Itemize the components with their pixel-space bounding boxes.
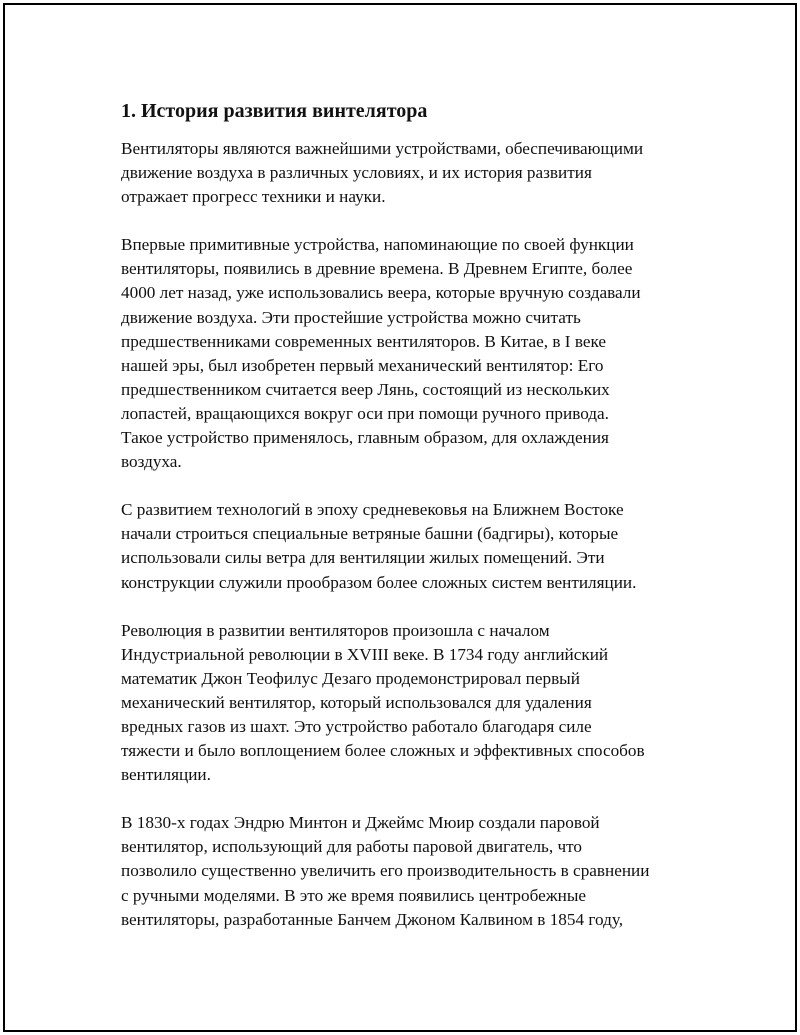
paragraph-line: вентиляторы, разработанные Банчем Джоном Калвином в 1854 году, xyxy=(121,909,624,929)
paragraph-line: воздуха. xyxy=(121,452,182,472)
paragraph-line: лопастей, вращающихся вокруг оси при помощи ручного привода. xyxy=(121,403,609,423)
section-title: 1. История развития винтелятора xyxy=(121,100,428,122)
paragraph-line: нашей эры, был изобретен первый механический вентилятор: Его xyxy=(121,355,604,375)
paragraph-line: Вентиляторы являются важнейшими устройствами, обеспечивающими xyxy=(121,139,644,158)
paragraph-line: движение воздуха в различных условиях, и их история развития xyxy=(121,163,592,183)
paragraphs-container xyxy=(121,137,701,932)
paragraph-line: начали строиться специальные ветряные башни (бадгиры), которые xyxy=(121,524,619,544)
paragraph-line: вентиляторы, появились в древние времена. В Древнем Египте, более xyxy=(121,259,633,279)
document-content xyxy=(121,99,701,956)
paragraph-line: позволило существенно увеличить его производительность в сравнении xyxy=(121,861,650,881)
paragraph-line: Впервые примитивные устройства, напоминающие по своей функции xyxy=(121,235,634,255)
paragraph-line: С развитием технологий в эпоху средневековья на Ближнем Востоке xyxy=(121,500,624,520)
body-paragraph xyxy=(121,811,701,931)
body-paragraph xyxy=(121,498,701,594)
paragraph-line: отражает прогресс техники и науки. xyxy=(121,187,386,207)
paragraph-line: тяжести и было воплощением более сложных и эффективных способов xyxy=(121,741,645,761)
paragraph-line: вентиляции. xyxy=(121,765,211,785)
body-paragraph xyxy=(121,137,701,209)
paragraph-line: Такое устройство применялось, главным образом, для охлаждения xyxy=(121,428,609,448)
paragraph-line: предшественниками современных вентиляторов. В Китае, в I веке xyxy=(121,331,607,351)
paragraph-line: предшественником считается веер Лянь, состоящий из нескольких xyxy=(121,379,610,399)
paragraph-line: Индустриальной революции в XVIII веке. В 1734 году английский xyxy=(121,644,609,664)
paragraph-line: конструкции служили прообразом более сложных систем вентиляции. xyxy=(121,572,637,592)
paragraph-line: вредных газов из шахт. Это устройство работало благодаря силе xyxy=(121,716,592,736)
paragraph-line: механический вентилятор, который использовался для удаления xyxy=(121,692,592,712)
paragraph-line: вентилятор, использующий для работы паровой двигатель, что xyxy=(121,837,582,857)
paragraph-line: 4000 лет назад, уже использовались веера, которые вручную создавали xyxy=(121,283,641,303)
paragraph-line: движение воздуха. Эти простейшие устройства можно считать xyxy=(121,307,581,327)
paragraph-line: В 1830-х годах Эндрю Минтон и Джеймс Мюир создали паровой xyxy=(121,813,600,833)
paragraph-line: с ручными моделями. В это же время появились центробежные xyxy=(121,885,587,905)
paragraph-line: Революция в развитии вентиляторов произошла с началом xyxy=(121,620,550,640)
body-paragraph xyxy=(121,619,701,788)
document-page xyxy=(3,3,797,1032)
body-paragraph xyxy=(121,233,701,474)
paragraph-line: использовали силы ветра для вентиляции жилых помещений. Эти xyxy=(121,548,605,568)
paragraph-line: математик Джон Теофилус Дезаго продемонстрировал первый xyxy=(121,668,580,688)
